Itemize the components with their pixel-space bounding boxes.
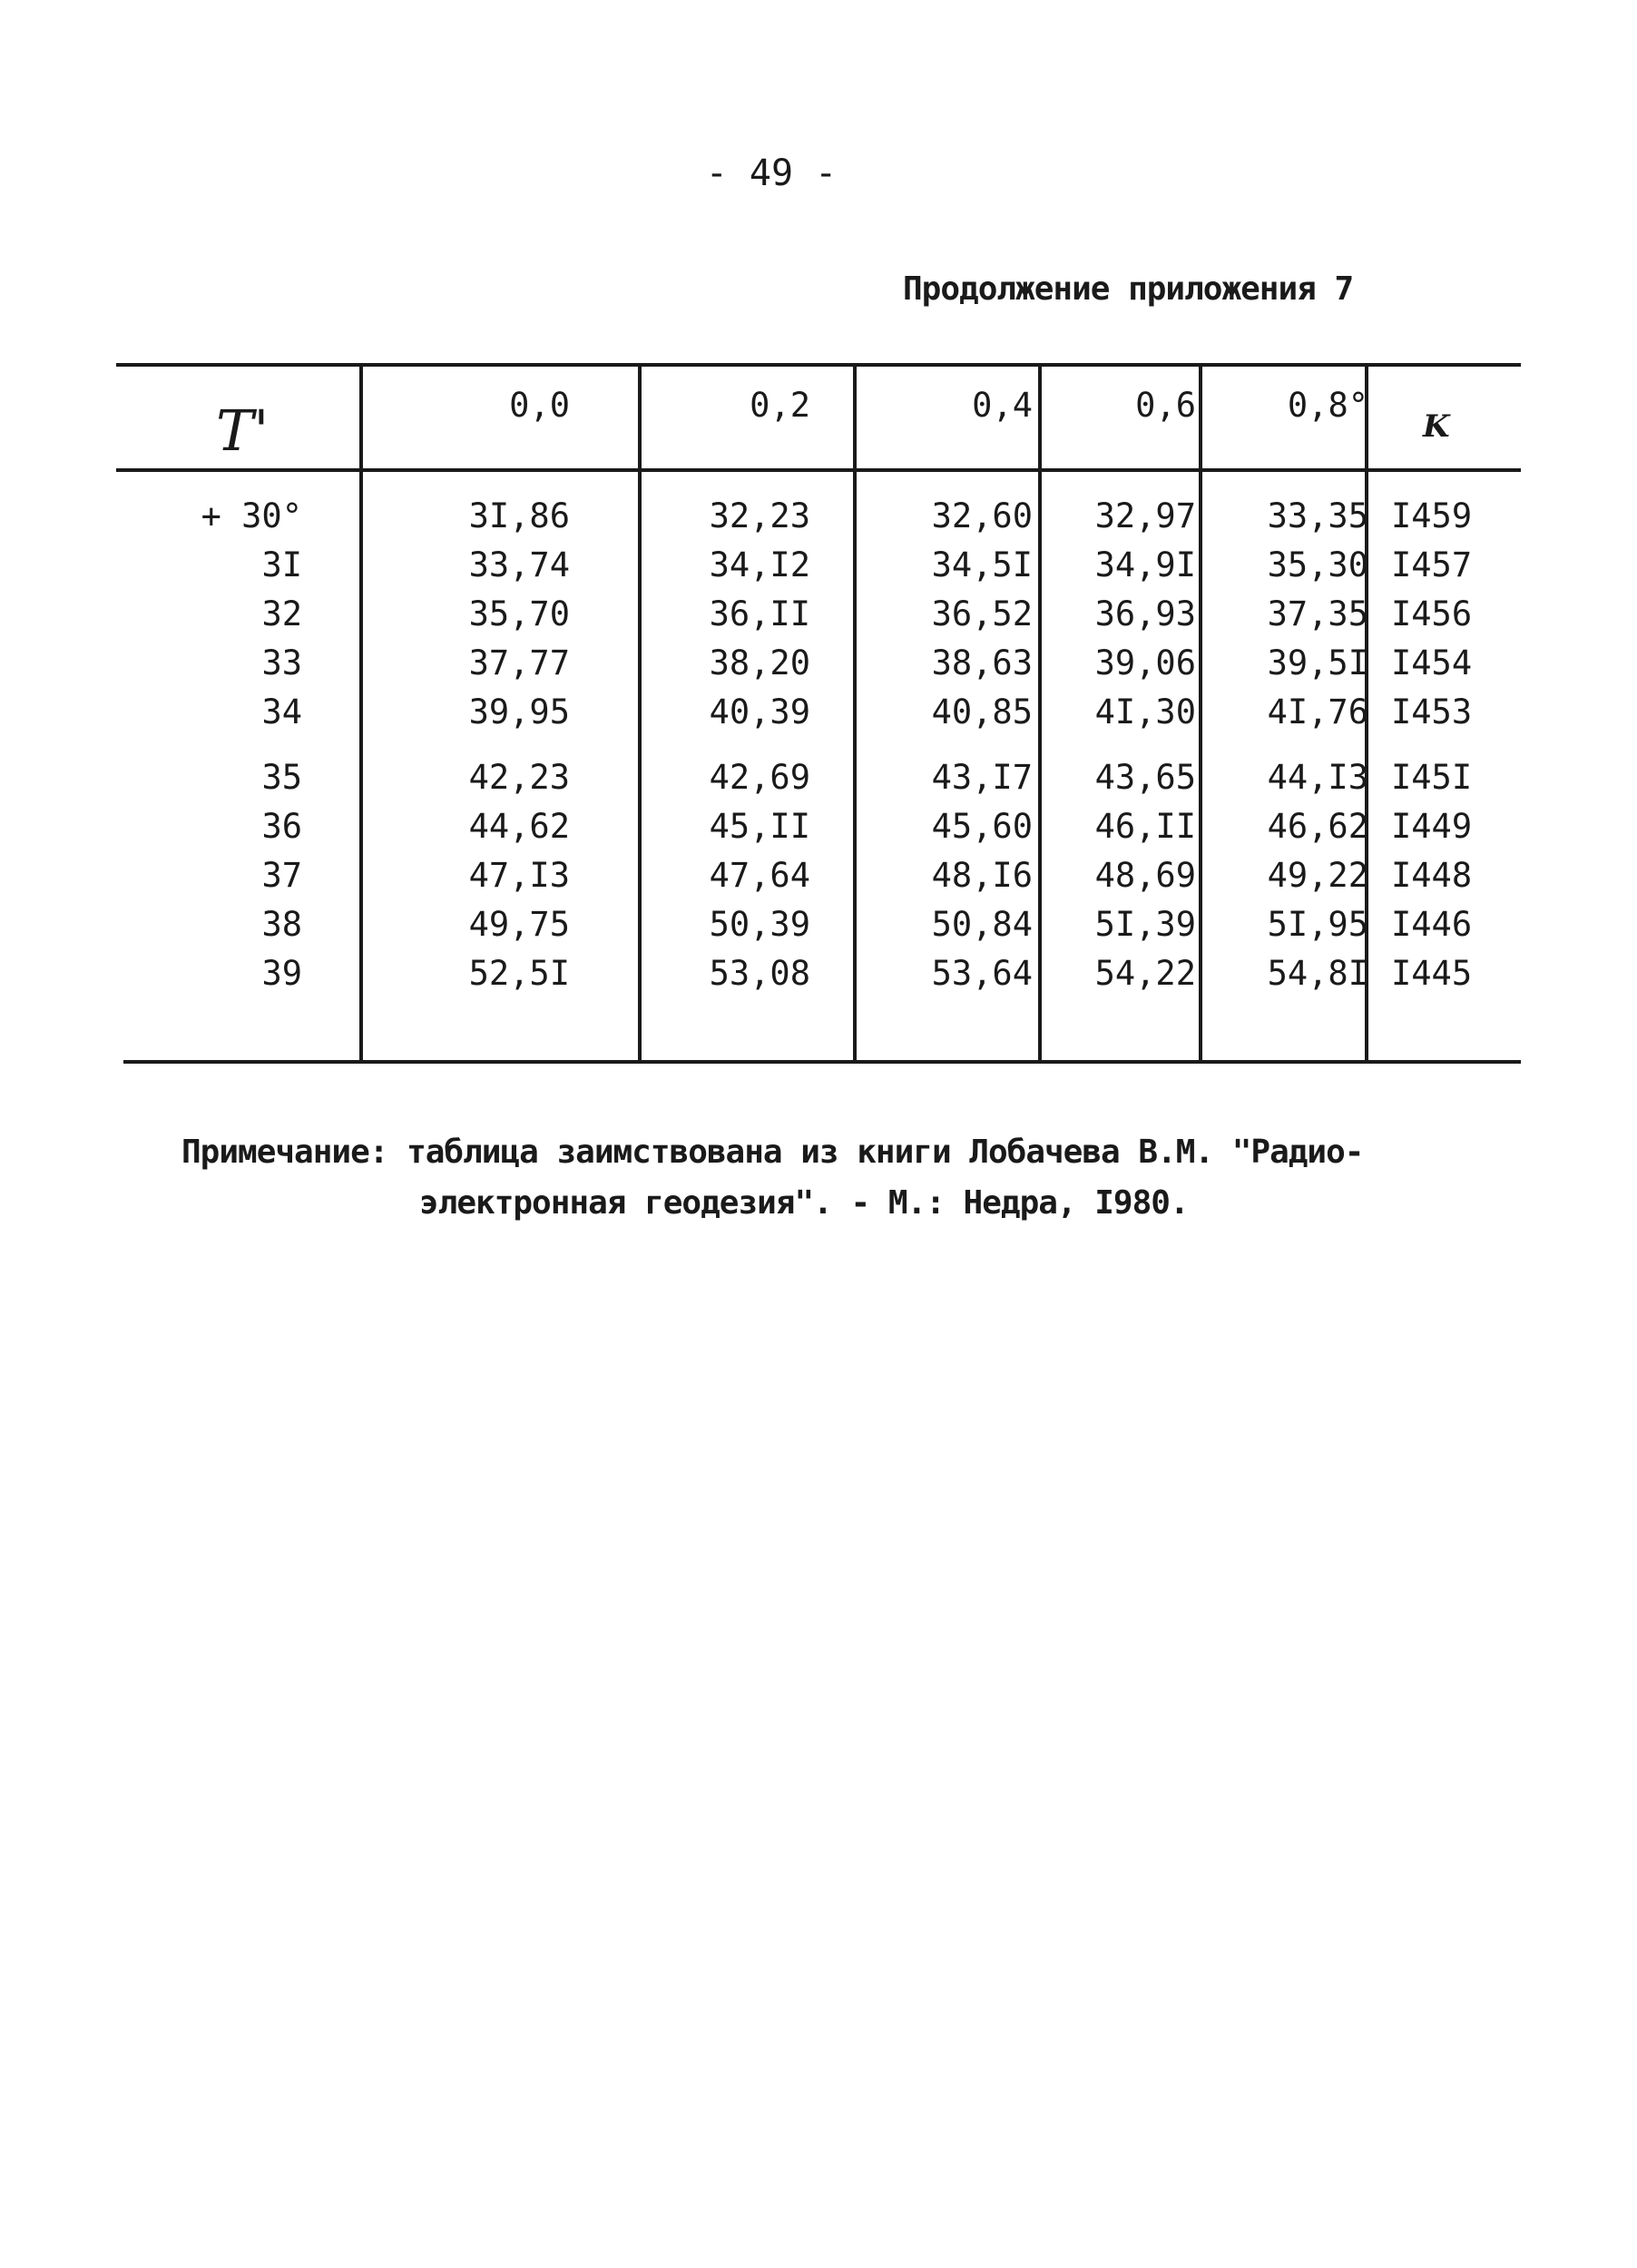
cell-value: 42,23 [468, 758, 570, 797]
table-row [116, 594, 1521, 640]
cell-k: I454 [1391, 643, 1473, 682]
cell-value: 37,35 [1267, 594, 1368, 633]
cell-value: 5I,95 [1267, 905, 1368, 944]
cell-value: 35,30 [1267, 545, 1368, 584]
cell-t: 35 [261, 758, 302, 797]
header-col-2: 0,4 [972, 386, 1033, 425]
table-row [116, 758, 1521, 803]
cell-value: 33,35 [1267, 496, 1368, 535]
header-k: K [1423, 408, 1450, 445]
cell-value: 50,84 [931, 905, 1033, 944]
cell-value: 40,85 [931, 692, 1033, 731]
cell-k: I448 [1391, 856, 1473, 895]
cell-value: 48,69 [1094, 856, 1196, 895]
cell-value: 43,65 [1094, 758, 1196, 797]
footnote-line-2: электронная геодезия". - М.: Недра, I980. [419, 1184, 1189, 1222]
cell-value: 50,39 [709, 905, 810, 944]
cell-k: I449 [1391, 807, 1473, 846]
header-col-0: 0,0 [509, 386, 570, 425]
table-top-rule [116, 363, 1521, 367]
header-col-4: 0,8° [1287, 386, 1368, 425]
cell-value: 33,74 [468, 545, 570, 584]
cell-k: I45I [1391, 758, 1473, 797]
cell-value: 5I,39 [1094, 905, 1196, 944]
continuation-label: Продолжение приложения 7 [903, 270, 1354, 308]
cell-value: 3I,86 [468, 496, 570, 535]
table-row [116, 856, 1521, 901]
cell-value: 4I,30 [1094, 692, 1196, 731]
cell-value: 52,5I [468, 954, 570, 993]
footnote [181, 1127, 1470, 1229]
cell-value: 39,06 [1094, 643, 1196, 682]
cell-value: 34,5I [931, 545, 1033, 584]
cell-value: 36,II [709, 594, 810, 633]
cell-k: I457 [1391, 545, 1473, 584]
cell-t: 36 [261, 807, 302, 846]
cell-value: 32,23 [709, 496, 810, 535]
cell-t: 39 [261, 954, 302, 993]
cell-value: 46,II [1094, 807, 1196, 846]
page-number: - 49 - [705, 152, 838, 194]
cell-value: 44,62 [468, 807, 570, 846]
footnote-line-1: Примечание: таблица заимствована из книги Лобачева В.М. "Радио- [181, 1134, 1364, 1171]
table-bottom-rule [123, 1060, 1521, 1064]
cell-value: 32,60 [931, 496, 1033, 535]
cell-value: 38,63 [931, 643, 1033, 682]
cell-value: 34,9I [1094, 545, 1196, 584]
cell-value: 35,70 [468, 594, 570, 633]
cell-t: 3I [261, 545, 302, 584]
cell-k: I453 [1391, 692, 1473, 731]
header-t: T' [216, 398, 270, 464]
cell-value: 47,64 [709, 856, 810, 895]
cell-value: 36,52 [931, 594, 1033, 633]
cell-value: 45,II [709, 807, 810, 846]
header-col-1: 0,2 [750, 386, 810, 425]
cell-t: 38 [261, 905, 302, 944]
cell-value: 32,97 [1094, 496, 1196, 535]
header-col-3: 0,6 [1135, 386, 1196, 425]
data-table [116, 363, 1521, 1064]
cell-value: 54,8I [1267, 954, 1368, 993]
table-row [116, 692, 1521, 738]
cell-value: 49,75 [468, 905, 570, 944]
cell-value: 43,I7 [931, 758, 1033, 797]
cell-value: 47,I3 [468, 856, 570, 895]
cell-value: 39,95 [468, 692, 570, 731]
table-header-rule [116, 468, 1521, 472]
cell-value: 38,20 [709, 643, 810, 682]
cell-value: 49,22 [1267, 856, 1368, 895]
cell-value: 54,22 [1094, 954, 1196, 993]
cell-k: I459 [1391, 496, 1473, 535]
cell-k: I445 [1391, 954, 1473, 993]
cell-value: 42,69 [709, 758, 810, 797]
cell-value: 45,60 [931, 807, 1033, 846]
cell-k: I446 [1391, 905, 1473, 944]
table-row [116, 545, 1521, 591]
cell-value: 39,5I [1267, 643, 1368, 682]
cell-t: 37 [261, 856, 302, 895]
cell-t: + 30° [201, 496, 302, 535]
cell-value: 44,I3 [1267, 758, 1368, 797]
table-row [116, 807, 1521, 852]
table-row [116, 905, 1521, 950]
cell-value: 36,93 [1094, 594, 1196, 633]
cell-t: 33 [261, 643, 302, 682]
cell-k: I456 [1391, 594, 1473, 633]
cell-value: 37,77 [468, 643, 570, 682]
cell-value: 34,I2 [709, 545, 810, 584]
table-row [116, 643, 1521, 689]
cell-value: 53,08 [709, 954, 810, 993]
table-row [116, 496, 1521, 542]
table-row [116, 954, 1521, 999]
cell-value: 46,62 [1267, 807, 1368, 846]
cell-value: 40,39 [709, 692, 810, 731]
cell-t: 32 [261, 594, 302, 633]
cell-value: 53,64 [931, 954, 1033, 993]
cell-value: 48,I6 [931, 856, 1033, 895]
cell-t: 34 [261, 692, 302, 731]
cell-value: 4I,76 [1267, 692, 1368, 731]
